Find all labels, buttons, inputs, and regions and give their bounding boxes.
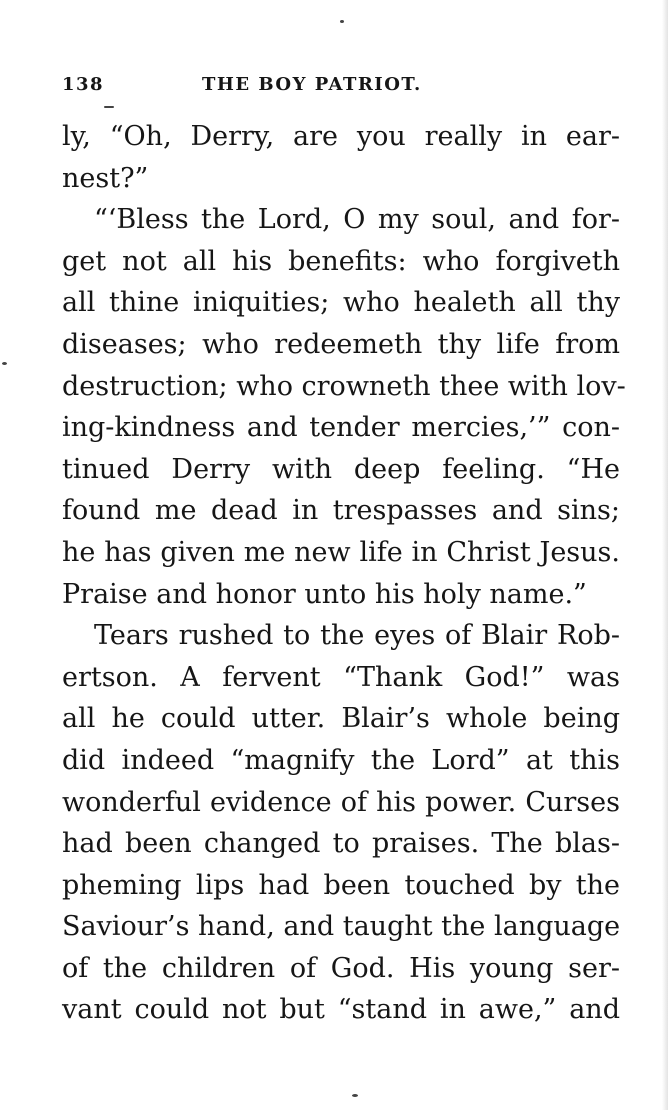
text-line: Tears rushed to the eyes of Blair Rob- bbox=[94, 620, 620, 652]
text-line: ertson. A fervent “Thank God!” was bbox=[62, 661, 620, 693]
text-line: destruction; who crowneth thee with lov- bbox=[62, 370, 626, 402]
text-line: “‘Bless the Lord, O my soul, and for- bbox=[94, 204, 620, 236]
ink-speck bbox=[104, 106, 114, 108]
text-line: of the children of God. His young ser- bbox=[62, 952, 620, 984]
text-line: tinued Derry with deep feeling. “He bbox=[62, 453, 620, 485]
text-line: ing-kindness and tender mercies,’” con- bbox=[62, 412, 620, 444]
text-line: nest?” bbox=[62, 162, 149, 194]
page-number: 138 bbox=[62, 74, 105, 95]
text-line: Saviour’s hand, and taught the language bbox=[62, 911, 621, 943]
text-line: had been changed to praises. The blas- bbox=[62, 828, 620, 860]
text-line: found me dead in trespasses and sins; bbox=[62, 495, 620, 527]
text-line: all thine iniquities; who healeth all thy bbox=[62, 287, 620, 319]
text-line: diseases; who redeemeth thy life from bbox=[62, 328, 620, 360]
ink-speck bbox=[352, 1094, 358, 1097]
page-edge-shadow bbox=[662, 0, 668, 1110]
text-line: ly, “Oh, Derry, are you really in ear- bbox=[62, 121, 620, 152]
body-text bbox=[62, 116, 626, 1031]
text-line: wonderful evidence of his power. Curses bbox=[62, 786, 620, 818]
text-line: Praise and honor unto his holy name.” bbox=[62, 578, 587, 610]
text-line: get not all his benefits: who forgiveth bbox=[62, 245, 620, 277]
text-line: all he could utter. Blair’s whole being bbox=[62, 703, 620, 735]
text-line: pheming lips had been touched by the bbox=[62, 869, 620, 901]
text-line: vant could not but “stand in awe,” and bbox=[62, 994, 620, 1026]
text-line: did indeed “magnify the Lord” at this bbox=[62, 744, 620, 776]
running-title: THE BOY PATRIOT. bbox=[202, 74, 422, 95]
ink-speck bbox=[340, 20, 344, 23]
text-line: he has given me new life in Christ Jesus. bbox=[62, 536, 620, 568]
page-header bbox=[62, 74, 622, 104]
ink-speck bbox=[2, 362, 7, 365]
